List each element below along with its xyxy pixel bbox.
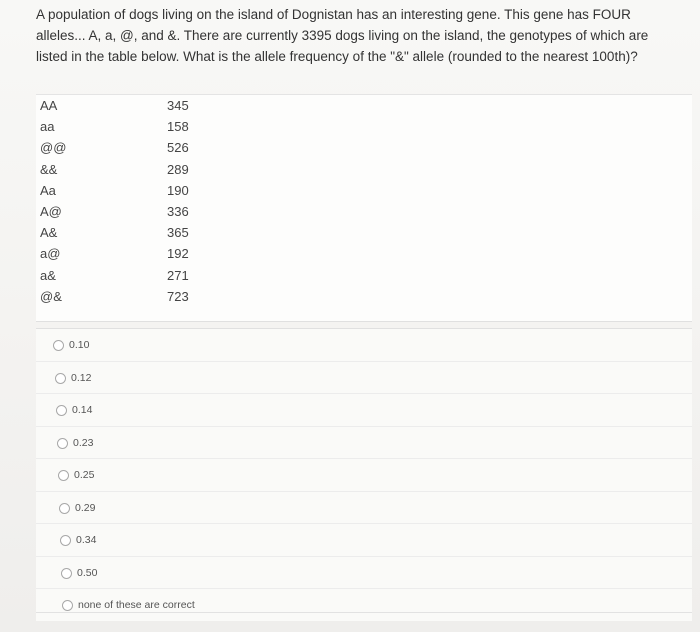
answer-option[interactable] [36, 361, 692, 394]
radio-button[interactable] [62, 600, 73, 611]
answer-label[interactable]: 0.12 [71, 371, 92, 384]
genotype-cell: a@ [40, 246, 61, 262]
table-row [36, 222, 692, 243]
table-row [36, 180, 692, 201]
answer-option[interactable] [36, 458, 692, 491]
radio-button[interactable] [56, 405, 67, 416]
answer-label[interactable]: 0.14 [72, 404, 93, 416]
answer-label[interactable]: 0.25 [74, 469, 95, 481]
radio-button[interactable] [59, 503, 70, 514]
answer-option[interactable] [36, 426, 692, 459]
count-cell: 365 [167, 225, 189, 241]
table-row [36, 265, 692, 286]
count-cell: 192 [167, 246, 189, 262]
count-cell: 345 [167, 98, 189, 113]
answer-option[interactable] [36, 588, 692, 621]
count-cell: 158 [167, 119, 189, 135]
genotype-cell: a& [40, 267, 56, 283]
bottom-divider [36, 612, 692, 613]
genotype-cell: @@ [40, 140, 67, 156]
question-text: A population of dogs living on the island of Dognistan has an interesting gene. This gene has FOUR alleles... A, a, @, and &. There are currently 3395 dogs living on the island, the genotypes of which are listed in the table below. What is the allele frequency of the "&" allele (rounded to the nearest 100th)? [36, 7, 649, 64]
answer-option[interactable] [36, 393, 692, 426]
answer-option[interactable] [36, 523, 692, 556]
answer-label[interactable]: 0.50 [77, 566, 98, 579]
answer-label[interactable]: none of these are correct [78, 599, 195, 611]
genotype-cell: @& [40, 288, 62, 304]
radio-button[interactable] [58, 470, 69, 481]
answer-option[interactable] [36, 328, 692, 361]
count-cell: 190 [167, 182, 189, 198]
genotype-cell: A& [40, 225, 58, 241]
genotype-cell: aa [40, 119, 55, 135]
count-cell: 336 [167, 203, 189, 219]
table-row [36, 243, 692, 264]
answer-label[interactable]: 0.23 [73, 436, 94, 449]
table-row [36, 286, 692, 307]
genotype-cell: Aa [40, 182, 56, 198]
genotype-cell: AA [40, 98, 58, 113]
count-cell: 289 [167, 161, 189, 177]
radio-button[interactable] [61, 568, 72, 579]
table-divider [36, 307, 692, 322]
answer-options [36, 328, 692, 621]
count-cell: 271 [167, 267, 189, 283]
answer-label[interactable]: 0.34 [76, 534, 97, 546]
radio-button[interactable] [57, 438, 68, 449]
genotype-table [36, 94, 692, 322]
answer-label[interactable]: 0.29 [75, 501, 96, 514]
table-row [36, 159, 692, 180]
radio-button[interactable] [60, 535, 71, 546]
answer-option[interactable] [36, 556, 692, 589]
table-row [36, 116, 692, 137]
table-row [36, 137, 692, 158]
radio-button[interactable] [53, 340, 64, 351]
genotype-cell: && [40, 161, 58, 177]
table-row [36, 201, 692, 222]
count-cell: 723 [167, 288, 189, 304]
table-row [36, 95, 692, 116]
radio-button[interactable] [55, 373, 66, 384]
genotype-cell: A@ [40, 203, 62, 219]
answer-option[interactable] [36, 491, 692, 524]
count-cell: 526 [167, 140, 189, 156]
answer-label[interactable]: 0.10 [69, 339, 90, 351]
